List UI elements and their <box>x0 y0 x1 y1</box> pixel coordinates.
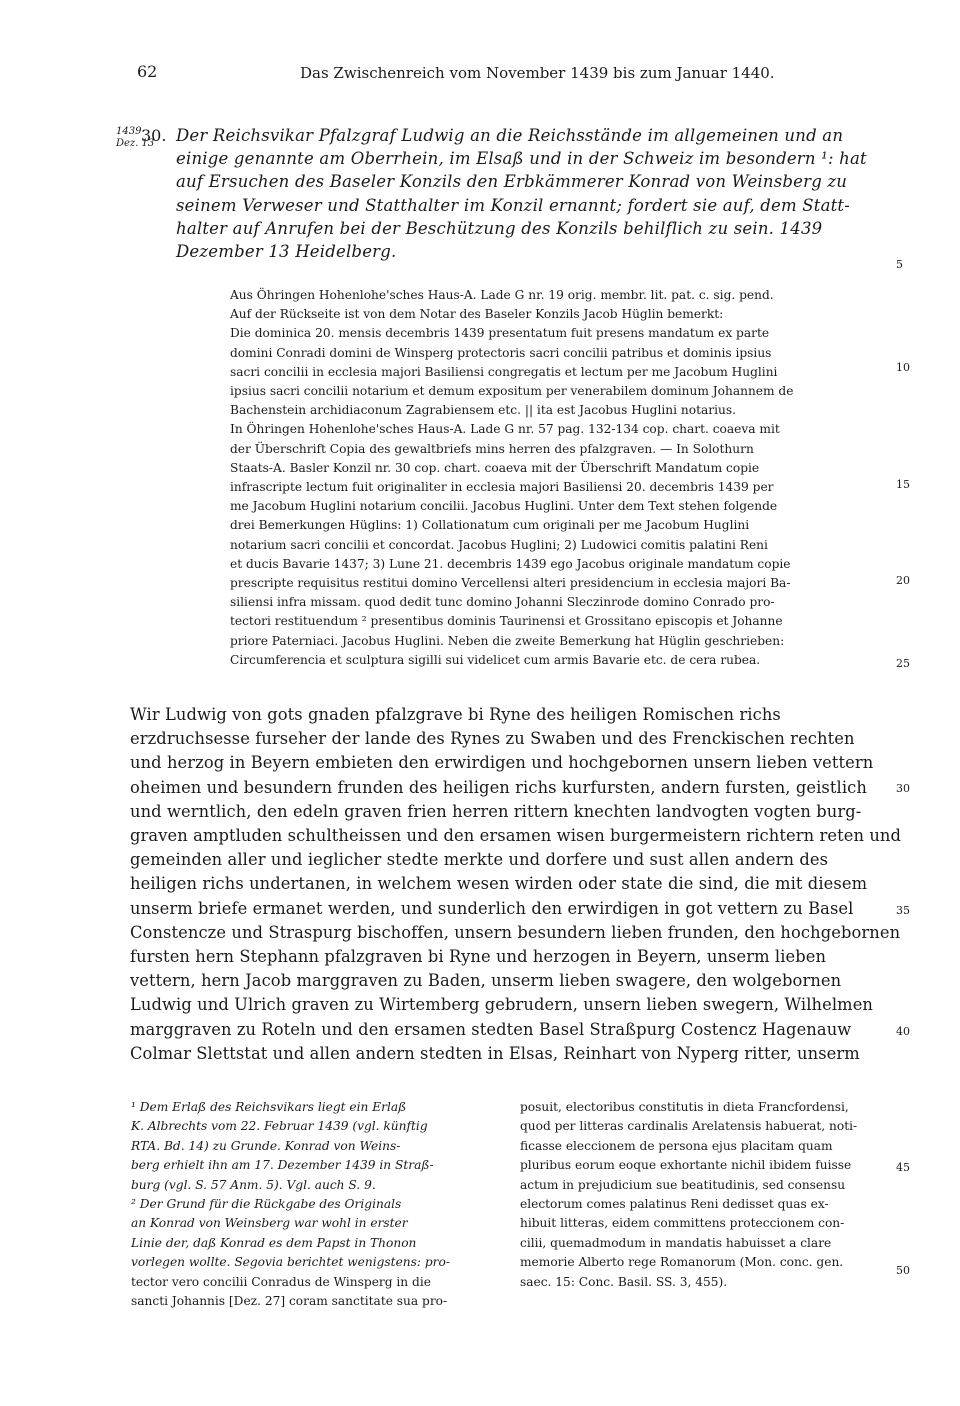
footnote-line: K. Albrechts vom 22. Februar 1439 (vgl. künftig <box>131 1119 428 1134</box>
apparatus-line: et ducis Bavarie 1437; 3) Lune 21. decembris 1439 ego Jacobus originale mandatum copie <box>230 556 791 571</box>
main-text-line: und herzog in Beyern embieten den erwirdigen und hochgebornen unsern lieben vettern <box>130 753 874 773</box>
regest-line: Der Reichsvikar Pfalzgraf Ludwig an die Reichsstände im allgemeinen und an <box>176 126 844 145</box>
apparatus-line: tectori restituendum ² presentibus dominis Taurinensi et Grossitano episcopis et Johanne <box>230 614 783 629</box>
footnote-line: berg erhielt ihn am 17. Dezember 1439 in Straß- <box>131 1158 434 1173</box>
footnote-line: actum in prejudicium sue beatitudinis, sed consensu <box>520 1177 846 1192</box>
footnote-line: RTA. Bd. 14) zu Grunde. Konrad von Weins- <box>131 1138 401 1153</box>
apparatus-line: Bachenstein archidiaconum Zagrabiensem etc. || ita est Jacobus Huglini notarius. <box>230 403 736 418</box>
apparatus-line: Aus Öhringen Hohenlohe'sches Haus-A. Lade G nr. 19 orig. membr. lit. pat. c. sig. pend. <box>230 288 774 302</box>
apparatus-line: notarium sacri concilii et concordat. Jacobus Huglini; 2) Ludowici comitis palatini Reni <box>230 537 768 552</box>
apparatus-line: prescripte requisitus restitui domino Vercellensi alteri presidencium in ecclesia majori Ba- <box>230 576 791 591</box>
apparatus-line: der Überschrift Copia des gewaltbriefs mins herren des pfalzgraven. — In Solothurn <box>230 441 754 456</box>
footnote-line: quod per litteras cardinalis Arelatensis habuerat, noti- <box>520 1119 858 1134</box>
main-text-line: Wir Ludwig von gots gnaden pfalzgrave bi Ryne des heiligen Romischen richs <box>130 705 781 724</box>
line-number: 20 <box>896 574 910 587</box>
footnote-line: memorie Alberto rege Romanorum (Mon. conc. gen. <box>520 1255 844 1270</box>
apparatus-line: priore Paterniaci. Jacobus Huglini. Neben die zweite Bemerkung hat Hüglin geschrieben: <box>230 633 785 648</box>
apparatus-line: In Öhringen Hohenlohe'sches Haus-A. Lade G nr. 57 pag. 132-134 cop. chart. coaeva mit <box>230 422 780 437</box>
footnote-line: burg (vgl. S. 57 Anm. 5). Vgl. auch S. 9. <box>131 1177 376 1192</box>
main-text-line: oheimen und besundern frunden des heiligen richs kurfursten, andern fursten, geistlich <box>130 777 867 797</box>
footnote-line: posuit, electoribus constitutis in dieta Francfordensi, <box>520 1100 849 1114</box>
apparatus-line: Circumferencia et sculptura sigilli sui videlicet cum armis Bavarie etc. de cera rubea. <box>230 652 761 667</box>
footnote-line: electorum comes palatinus Reni dedisset quas ex- <box>520 1197 829 1212</box>
apparatus-line: drei Bemerkungen Hüglins: 1) Collationatum cum originali per me Jacobum Huglini <box>230 518 750 533</box>
apparatus-line: Die dominica 20. mensis decembris 1439 presentatum fuit presens mandatum ex parte <box>230 326 770 341</box>
footnotes-right-column <box>520 1098 894 1292</box>
footnote-line: vorlegen wollte. Segovia berichtet wenigstens: pro- <box>131 1255 450 1270</box>
line-number: 45 <box>896 1161 910 1174</box>
footnote-line: ² Der Grund für die Rückgabe des Originals <box>131 1197 402 1212</box>
page-number: 62 <box>137 62 158 81</box>
main-text-line: unserm briefe ermanet werden, und sunderlich den erwirdigen in got vettern zu Basel <box>130 898 854 918</box>
regest-line: auf Ersuchen des Baseler Konzils den Erbkämmerer Konrad von Weinsberg zu <box>176 172 848 192</box>
apparatus-line: Auf der Rückseite ist von dem Notar des Baseler Konzils Jacob Hüglin bemerkt: <box>230 307 724 322</box>
apparatus-line: me Jacobum Huglini notarium concilii. Jacobus Huglini. Unter dem Text stehen folgende <box>230 499 778 514</box>
line-number: 40 <box>896 1025 910 1038</box>
apparatus-line: sacri concilii in ecclesia majori Basiliensi congregatis et lectum per me Jacobum Huglini <box>230 364 778 379</box>
main-text-line: heiligen richs undertanen, in welchem wesen wirden oder state die sind, die mit diesem <box>130 874 868 894</box>
line-number: 25 <box>896 657 910 670</box>
regest-line: seinem Verweser und Statthalter im Konzil ernannt; fordert sie auf, dem Statt- <box>176 195 851 215</box>
main-text-line: und werntlich, den edeln graven frien herren rittern knechten landvogten vogten burg- <box>130 801 862 821</box>
footnote-line: ficasse eleccionem de persona ejus placitam quam <box>520 1138 833 1153</box>
regest-line: Dezember 13 Heidelberg. <box>176 242 397 262</box>
main-text <box>130 703 902 1066</box>
main-text-line: Ludwig und Ulrich graven zu Wirtemberg gebrudern, unsern lieben swegern, Wilhelmen <box>130 995 874 1015</box>
main-text-line: erzdruchsesse furseher der lande des Rynes zu Swaben und des Frenckischen rechten <box>130 729 855 749</box>
footnote-line: cilii, quemadmodum in mandatis habuisset a clare <box>520 1235 832 1250</box>
document-number: 30. <box>141 126 167 145</box>
apparatus-line: Staats-A. Basler Konzil nr. 30 cop. chart. coaeva mit der Überschrift Mandatum copie <box>230 460 760 475</box>
footnote-line: an Konrad von Weinsberg war wohl in erster <box>131 1216 408 1231</box>
apparatus-line: infrascripte lectum fuit originaliter in ecclesia majori Basiliensi 20. decembris 1439 per <box>230 480 774 495</box>
running-head: Das Zwischenreich vom November 1439 bis zum Januar 1440. <box>300 64 775 82</box>
margin-year: 1439 <box>116 126 142 137</box>
footnote-line: ¹ Dem Erlaß des Reichsvikars liegt ein Erlaß <box>131 1100 407 1114</box>
line-number: 50 <box>896 1264 910 1277</box>
margin-day: Dez. 13 <box>116 138 155 149</box>
footnote-line: pluribus eorum eoque exhortante nichil ibidem fuisse <box>520 1158 852 1173</box>
footnote-line: Linie der, daß Konrad es dem Papst in Thonon <box>131 1235 417 1250</box>
line-number: 5 <box>896 258 903 271</box>
line-number: 35 <box>896 904 910 917</box>
apparatus <box>230 286 895 670</box>
main-text-line: gemeinden aller und ieglicher stedte merkte und dorfere und sust allen andern des <box>130 850 829 870</box>
main-text-line: fursten hern Stephann pfalzgraven bi Ryne und herzogen in Beyern, unserm lieben <box>130 947 827 967</box>
regest-line: einige genannte am Oberrhein, im Elsaß und in der Schweiz im besondern ¹: hat <box>176 149 867 169</box>
main-text-line: Colmar Slettstat und allen andern stedten in Elsas, Reinhart von Nyperg ritter, unserm <box>130 1043 860 1063</box>
footnotes-left-column <box>131 1098 503 1311</box>
main-text-line: graven amptluden schultheissen und den ersamen wisen burgermeistern richtern reten und <box>130 826 902 846</box>
line-number: 10 <box>896 361 910 374</box>
regest <box>176 124 896 263</box>
line-number: 15 <box>896 478 910 491</box>
line-number: 30 <box>896 782 910 795</box>
main-text-line: vettern, hern Jacob marggraven zu Baden, unserm lieben swagere, den wolgebornen <box>130 971 842 991</box>
main-text-line: Constencze und Straspurg bischoffen, unsern besundern lieben frunden, den hochgebornen <box>130 922 901 942</box>
apparatus-line: domini Conradi domini de Winsperg protectoris sacri concilii patribus et dominis ipsius <box>230 345 772 360</box>
footnote-line: sancti Johannis [Dez. 27] coram sanctitate sua pro- <box>131 1294 448 1309</box>
apparatus-line: siliensi infra missam. quod dedit tunc domino Johanni Sleczinrode domino Conrado pro- <box>230 595 775 610</box>
footnote-line: tector vero concilii Conradus de Winsperg in die <box>131 1274 431 1289</box>
main-text-line: marggraven zu Roteln und den ersamen stedten Basel Straßpurg Costencz Hagenauw <box>130 1019 852 1039</box>
footnote-line: hibuit litteras, eidem committens proteccionem con- <box>520 1216 845 1231</box>
footnote-line: saec. 15: Conc. Basil. SS. 3, 455). <box>520 1274 728 1289</box>
regest-line: halter auf Anrufen bei der Beschützung des Konzils behilflich zu sein. 1439 <box>176 218 823 238</box>
apparatus-line: ipsius sacri concilii notarium et demum expositum per venerabilem dominum Johannem de <box>230 384 794 399</box>
